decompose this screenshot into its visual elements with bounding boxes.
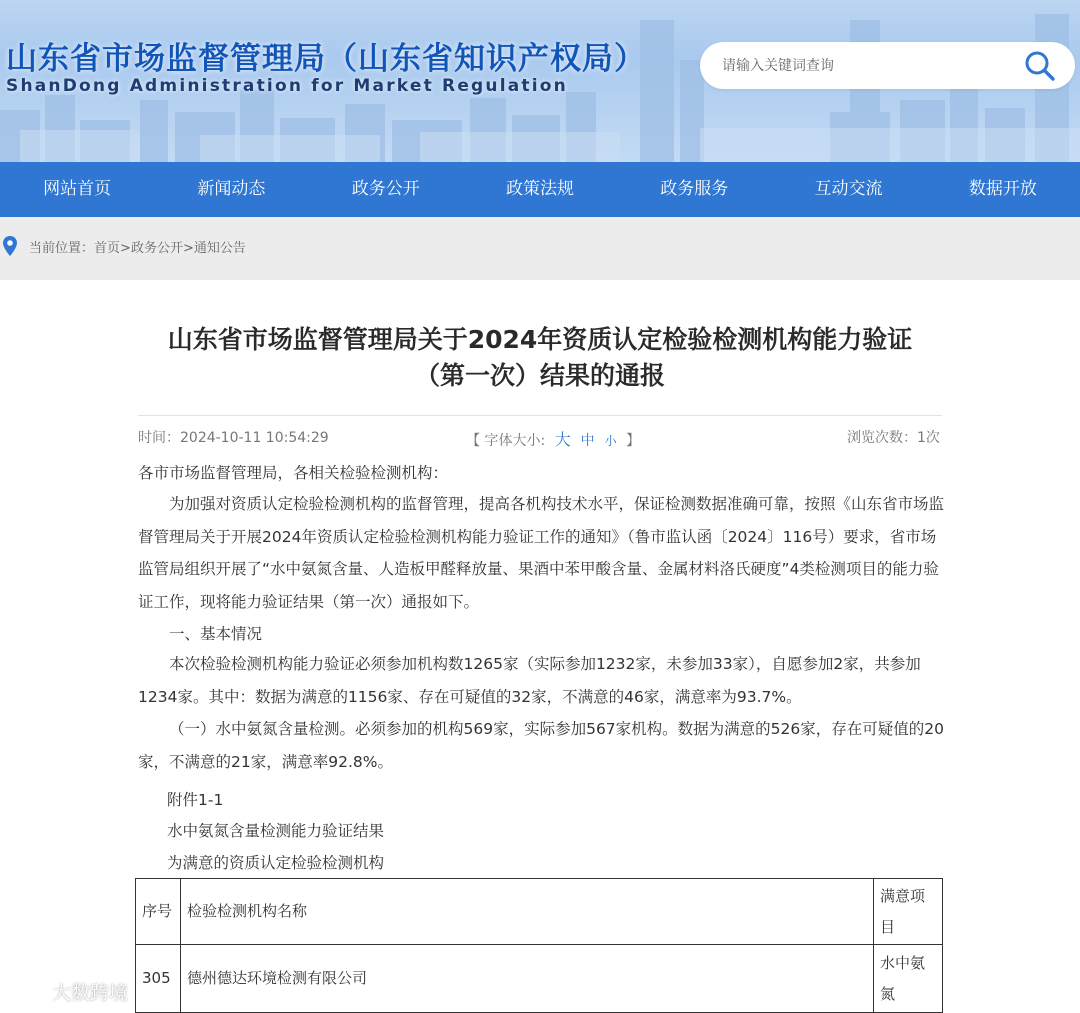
watermark xyxy=(8,978,128,1005)
nav-interaction[interactable]: 互动交流 xyxy=(814,179,883,199)
font-size-label: 【 字体大小: xyxy=(466,433,546,449)
breadcrumb xyxy=(29,237,246,256)
header-serial: 序号 xyxy=(136,879,181,945)
attachment-subtitle: 为满意的资质认定检验检测机构 xyxy=(167,854,385,872)
main-nav xyxy=(0,162,1080,217)
table-header-row xyxy=(136,879,943,945)
header-item: 满意项目 xyxy=(874,879,943,945)
breadcrumb-gov-affairs[interactable]: 政务公开 xyxy=(130,241,183,256)
watermark-text: 大数跨境 xyxy=(52,982,129,1004)
nav-open-data[interactable]: 数据开放 xyxy=(968,179,1037,199)
cell-serial: 305 xyxy=(136,945,181,1013)
search-box[interactable] xyxy=(700,42,1075,89)
search-input[interactable] xyxy=(722,52,1012,79)
nav-news[interactable]: 新闻动态 xyxy=(197,179,266,199)
salutation: 各市市场监督管理局，各相关检验检测机构： xyxy=(138,464,449,482)
breadcrumb-notices[interactable]: 通知公告 xyxy=(193,241,246,256)
nav-home[interactable]: 网站首页 xyxy=(43,179,112,199)
site-subtitle: ShanDong Administration for Market Regulation xyxy=(6,76,568,96)
cell-item: 水中氨氮 xyxy=(874,945,943,1013)
meta-divider xyxy=(138,415,942,416)
font-size-medium-button[interactable]: 中 xyxy=(580,433,595,449)
attachment-label: 附件1-1 xyxy=(167,791,224,809)
paragraph-overview: 本次检验检测机构能力验证必须参加机构数1265家（实际参加1232家，未参加33家），自愿参加2家，共参加1234家。其中：数据为满意的1156家、存在可疑值的32家，不满意的46家，满意率为93.7%。 xyxy=(138,655,921,706)
breadcrumb-separator: > xyxy=(120,241,131,256)
font-size-end: 】 xyxy=(626,433,641,449)
table-row xyxy=(136,945,943,1013)
paragraph-intro: 为加强对资质认定检验检测机构的监督管理，提高各机构技术水平，保证检测数据准确可靠，按照《山东省市场监督管理局关于开展2024年资质认定检验检测机构能力验证工作的通知》（鲁市监认函〔2024〕116号）要求，省市场监管局组织开展了“水中氨氮含量、人造板甲醛释放量、果酒中苯甲酸含量、金属材料洛氏硬度”4类检测项目的能力验证工作，现将能力验证结果（第一次）通报如下。 xyxy=(138,495,945,611)
article-title-line2: （第一次）结果的通报 xyxy=(414,361,665,390)
watermark-logo-icon xyxy=(8,979,48,1005)
location-pin-icon xyxy=(3,236,17,256)
breadcrumb-home[interactable]: 首页 xyxy=(94,241,121,256)
nav-services[interactable]: 政务服务 xyxy=(660,179,729,199)
font-size-large-button[interactable]: 大 xyxy=(554,430,571,449)
view-count: 浏览次数：1次 xyxy=(847,430,940,446)
font-size-small-button[interactable]: 小 xyxy=(604,434,617,448)
article-title-line1: 山东省市场监督管理局关于2024年资质认定检验检测机构能力验证 xyxy=(167,325,913,354)
publish-time: 时间：2024-10-11 10:54:29 xyxy=(138,430,329,446)
nav-gov-affairs[interactable]: 政务公开 xyxy=(351,179,420,199)
site-header xyxy=(0,0,1080,162)
attachment-title: 水中氨氮含量检测能力验证结果 xyxy=(167,822,385,840)
nav-policies[interactable]: 政策法规 xyxy=(505,179,574,199)
cell-institution: 德州德达环境检测有限公司 xyxy=(180,945,873,1013)
search-icon[interactable] xyxy=(1022,48,1058,84)
breadcrumb-prefix: 当前位置： xyxy=(29,241,95,256)
header-institution: 检验检测机构名称 xyxy=(180,879,873,945)
site-title: 山东省市场监督管理局（山东省知识产权局） xyxy=(6,41,646,77)
section-heading-basic: 一、基本情况 xyxy=(169,625,263,643)
paragraph-ammonia: （一）水中氨氮含量检测。必须参加的机构569家，实际参加567家机构。数据为满意的526家，存在可疑值的20家，不满意的21家，满意率92.8%。 xyxy=(138,720,944,771)
results-table xyxy=(135,878,943,1013)
breadcrumb-separator: > xyxy=(182,241,194,256)
font-size-switcher xyxy=(466,427,640,450)
